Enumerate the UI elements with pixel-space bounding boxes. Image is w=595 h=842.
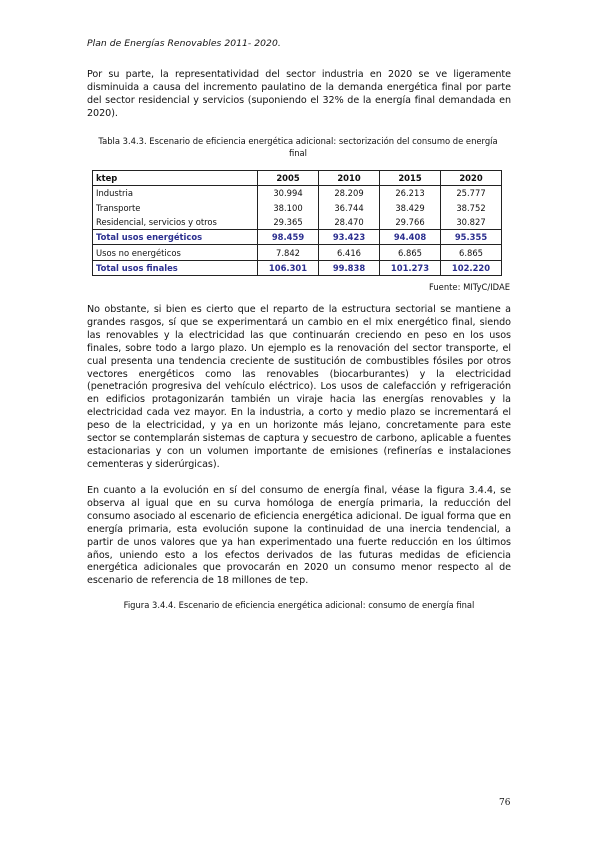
cell-value: 106.301 — [258, 260, 319, 275]
table-caption: Tabla 3.4.3. Escenario de eficiencia energética adicional: sectorización del consumo de energía final — [98, 136, 498, 158]
cell-value: 102.220 — [441, 260, 502, 275]
cell-value: 28.470 — [319, 215, 380, 230]
row-label: Industria — [93, 186, 258, 201]
cell-value: 93.423 — [319, 230, 380, 245]
paragraph-industry-share: Por su parte, la representatividad del sector industria en 2020 se ve ligeramente disminuida a causa del incremento paulatino de la demanda energética final por parte del sector residencial y servicios (suponiendo el 32% de la energía final demandada en 2020). — [87, 69, 511, 119]
header-year: 2010 — [319, 171, 380, 186]
table-row-total-energeticos — [93, 230, 502, 245]
header-year: 2020 — [441, 171, 502, 186]
cell-value: 30.994 — [258, 186, 319, 201]
cell-value: 38.752 — [441, 201, 502, 215]
table-row-industria — [93, 186, 502, 201]
cell-value: 36.744 — [319, 201, 380, 215]
cell-value: 28.209 — [319, 186, 380, 201]
table-row-total-finales — [93, 260, 502, 275]
cell-value: 101.273 — [380, 260, 441, 275]
page-number: 76 — [499, 798, 511, 808]
table-row-transporte — [93, 201, 502, 215]
final-energy-sector-table — [92, 170, 502, 276]
row-label: Residencial, servicios y otros — [93, 215, 258, 230]
figure-caption: Figura 3.4.4. Escenario de eficiencia energética adicional: consumo de energía final — [123, 600, 475, 610]
cell-value: 38.100 — [258, 201, 319, 215]
cell-value: 6.865 — [441, 245, 502, 260]
paragraph-final-consumption: En cuanto a la evolución en sí del consumo de energía final, véase la figura 3.4.4, se observa al igual que en su curva homóloga de energía primaria, la reducción del consumo asociado al escenario de eficiencia energética adicional. De igual forma que en energía primaria, esta evolución supone la continuidad de una inercia tendencial, a partir de unos valores que ya han experimentado una fuerte reducción en los últimos años, uniendo esto a los efectos derivados de las futuras medidas de eficiencia energética adicionales que provocarán en 2020 un consumo menor respecto al de escenario de referencia de 18 millones de tep. — [87, 485, 511, 587]
header-year: 2005 — [258, 171, 319, 186]
header-unit: ktep — [93, 171, 258, 186]
running-header: Plan de Energías Renovables 2011- 2020. — [87, 38, 281, 49]
cell-value: 30.827 — [441, 215, 502, 230]
cell-value: 38.429 — [380, 201, 441, 215]
cell-value: 99.838 — [319, 260, 380, 275]
header-year: 2015 — [380, 171, 441, 186]
table-header-row — [93, 171, 502, 186]
cell-value: 25.777 — [441, 186, 502, 201]
row-label: Usos no energéticos — [93, 245, 258, 260]
cell-value: 6.416 — [319, 245, 380, 260]
row-label: Total usos finales — [93, 260, 258, 275]
cell-value: 7.842 — [258, 245, 319, 260]
cell-value: 26.213 — [380, 186, 441, 201]
table-row-no-energeticos — [93, 245, 502, 260]
cell-value: 29.365 — [258, 215, 319, 230]
row-label: Total usos energéticos — [93, 230, 258, 245]
row-label: Transporte — [93, 201, 258, 215]
cell-value: 29.766 — [380, 215, 441, 230]
table-source: Fuente: MITyC/IDAE — [429, 282, 510, 292]
cell-value: 95.355 — [441, 230, 502, 245]
cell-value: 98.459 — [258, 230, 319, 245]
cell-value: 6.865 — [380, 245, 441, 260]
cell-value: 94.408 — [380, 230, 441, 245]
table-row-residencial — [93, 215, 502, 230]
paragraph-energy-mix: No obstante, si bien es cierto que el reparto de la estructura sectorial se mantiene a grandes rasgos, sí que se experimentará un cambio en el mix energético final, siendo las renovables y la electricidad las que continuarán creciendo en peso en los usos finales, sobre todo a largo plazo. Un ejemplo es la renovación del sector transporte, el cual presenta una tendencia creciente de sustitución de combustibles fósiles por otros vectores energéticos como las renovables (biocarburantes) y la electricidad (penetración progresiva del vehículo eléctrico). Los usos de calefacción y refrigeración en edificios protagonizarán también un viraje hacia las energías renovables y la electricidad cada vez mayor. En la industria, a corto y medio plazo se incrementará el peso de la electricidad, y ya en un horizonte más lejano, concretamente para este sector se contemplarán sistemas de captura y secuestro de carbono, aplicable a fuentes estacionarias y con un volumen importante de emisiones (refinerías e instalaciones cementeras y siderúrgicas). — [87, 304, 511, 470]
